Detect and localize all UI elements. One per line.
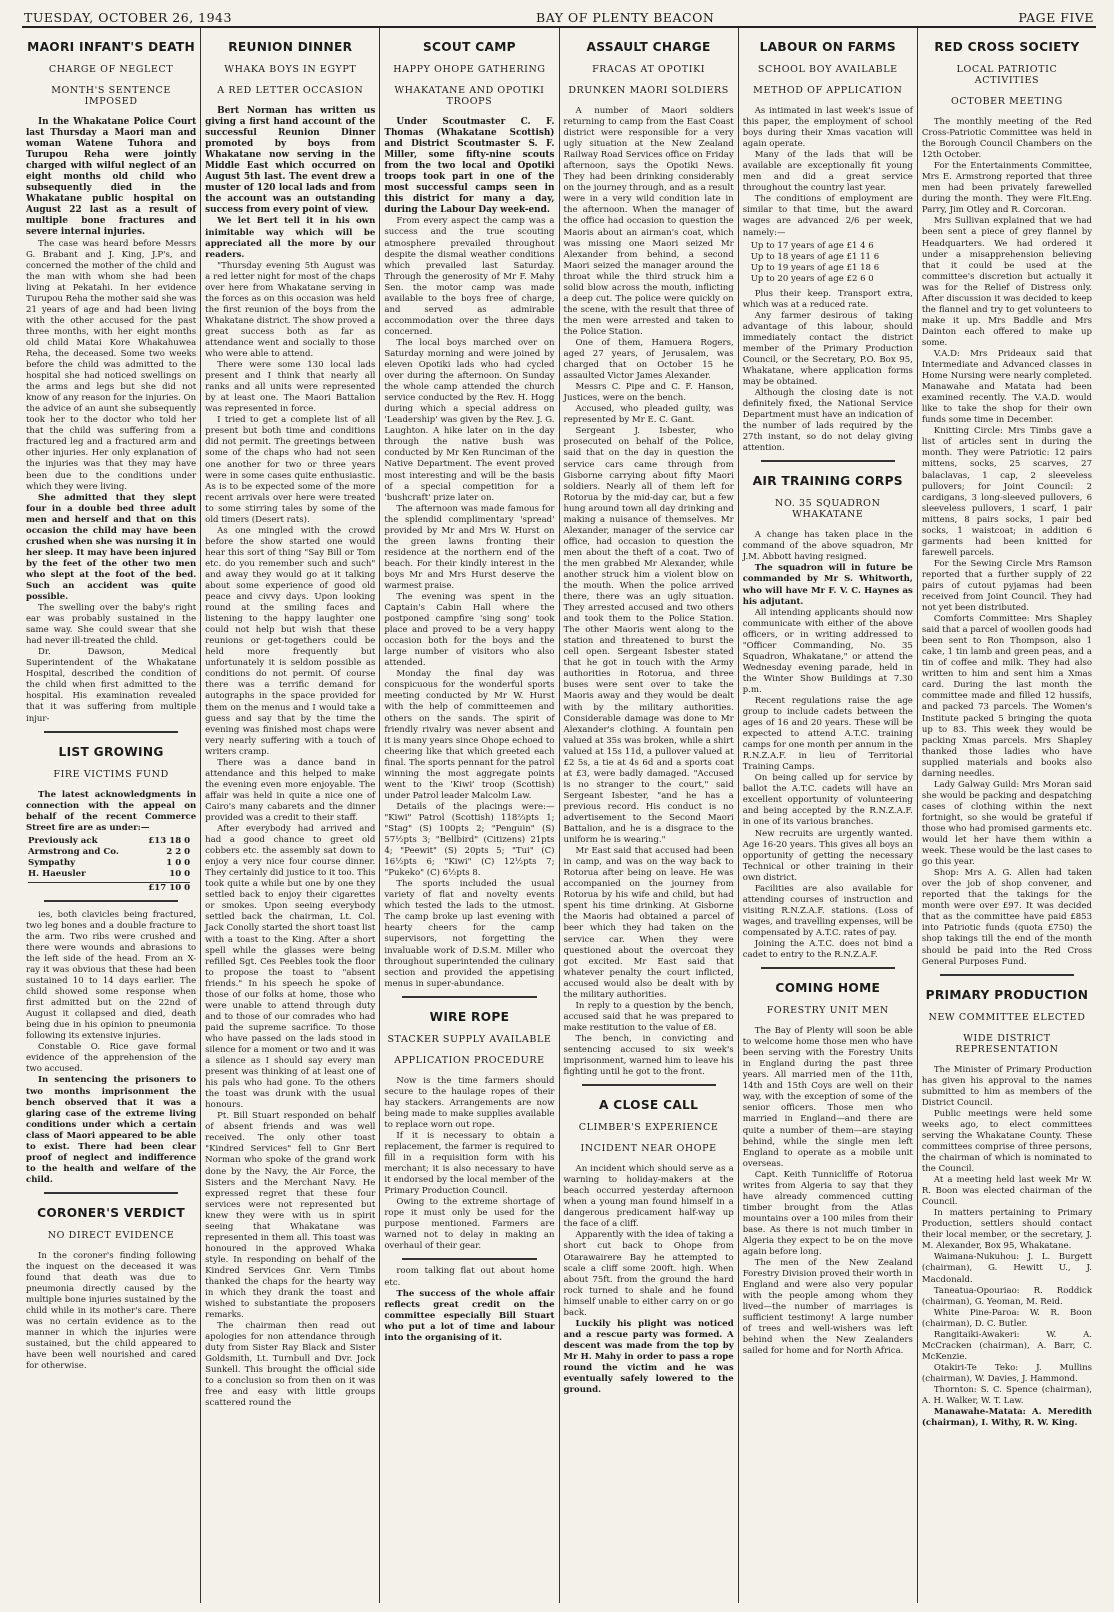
paragraph: One of them, Hamuera Rogers, aged 27 years, of Jerusalem, was charged that on October 15 he assaulted Victor James Alexander.: [563, 337, 734, 382]
subheading: STACKER SUPPLY AVAILABLE: [387, 1033, 552, 1045]
paragraph: As one mingled with the crowd before the show started one would hear this sort of thing "Say Bill or Tom etc. do you remember such and such" and away they would go at it talking about some experience of good old peace and civvy days. Upon looking round at the smiling faces and listening to the happy laughter one could not help but wish that these reunions or get-togethers could be held more frequently but unfortunately it is seldom possible as conditions do not permit. Of course there was a terrific demand for autographs in the space provided for them on the menus and I would take a guess and say that by the time the evening was finished most chaps were very nearly suffering with a touch of writers cramp.: [205, 525, 376, 757]
masthead: [22, 8, 1096, 28]
paragraph: Manawahe-Matata: A. Meredith (chairman), I. Withy, R. W. King.: [921, 1407, 1093, 1429]
subheading: MONTH'S SENTENCE IMPOSED: [51, 85, 171, 107]
divider: [761, 967, 895, 969]
subheading: OCTOBER MEETING: [951, 96, 1063, 107]
article-a-close-call: [564, 1098, 734, 1396]
paragraph: At a meeting held last week Mr W. R. Boon was elected chairman of the Council.: [921, 1175, 1093, 1208]
paragraph: On being called up for service by ballot the A.T.C. cadets will have an excellent opportunity of volunteering and being accepted by the R.N.Z.A.F. in one of its various branches.: [742, 773, 913, 828]
paragraph: For the Entertainments Committee, Mrs E. Armstrong reported that three men had been privately farewelled during the month. They were Flt.Eng. Parry, Jim Otley and R. Corcoran.: [921, 161, 1093, 216]
paragraph: "Thursday evening 5th August was a red letter night for most of the chaps over here from Whakatane serving in the forces as on this occasion was held the first reunion of the boys from the Whakatane district. The show proved a great success both as far as attendance went and socially to those who were able to attend.: [205, 260, 376, 360]
paragraph: New recruits are urgently wanted. Age 16-20 years. This gives all boys an opportunity of getting the necessary Technical or other training in their own district.: [742, 828, 913, 883]
column-3: [380, 28, 559, 1603]
paragraph: After everybody had arrived and had a good chance to greet old cobbers etc. the assembly sat down to enjoy a very nice four course dinner. They certainly did justice to it too. This took quite a while but one by one they settled back to enjoy their cigarettes or smokes. Upon seeing everybody settled back the chairman, Lt. Col. Jack Conolly started the short toast list with a toast to the King. After a short spell while the glasses were being refilled Sgt. Ces Peebles took the floor to propose the toast to "absent friends." In his speech he spoke of those of our folks at home, those who were unable to attend through duty and to those of our comrades who had paid the supreme sacrifice. To those who have passed on the lads stood in silence for a moment or two and it was a silence as I should say every man present was thinking of at least one of his pals who had gone. To the others the toast was drunk with the usual honours.: [205, 824, 376, 1111]
paragraph: ies, both clavicles being fractured, two leg bones and a double fracture to the arm. Two ribs were crushed and there were wounds and abrasions to the left side of the head. From an X-ray it was obvious that these had been sustained 10 to 14 days earlier. The child showed some response when first admitted but on the 22nd of August it collapsed and died, death being due in his opinion to pneumonia following its extensive injuries.: [26, 909, 197, 1042]
subheading: METHOD OF APPLICATION: [753, 85, 903, 96]
article-coroners-verdict: [26, 1206, 196, 1373]
subheading: HAPPY OHOPE GATHERING: [393, 64, 546, 75]
headline: WIRE ROPE: [429, 1009, 510, 1024]
paragraph: Otakiri-Te Teko: J. Mullins (chairman), W. Davies, J. Hammond.: [921, 1362, 1093, 1384]
headline: A CLOSE CALL: [599, 1098, 699, 1113]
paragraph: We let Bert tell it in his own inimitable way which will be appreciated all the more by our readers.: [205, 216, 376, 260]
headline: ASSAULT CHARGE: [586, 40, 711, 54]
column-1: [22, 28, 201, 1603]
article-air-training-corps: [743, 474, 913, 961]
paragraph: Recent regulations raise the age group to include cadets between the ages of 16 and 20 years. These will be expected to attend A.T.C. training camps for one month per annum in the R.N.Z.A.F. in lieu of Territorial Training Camps.: [742, 695, 913, 773]
subheading: FIRE VICTIMS FUND: [53, 768, 169, 780]
wage-row: Up to 19 years of age £1 18 6: [750, 262, 880, 273]
headline: PRIMARY PRODUCTION: [925, 987, 1089, 1002]
page-number: PAGE FIVE: [1018, 10, 1094, 25]
donation-row: H. Haeusler 10 0: [28, 868, 191, 879]
paragraph: Lady Galway Guild: Mrs Moran said she would be packing and despatching cases of clothing within the next fortnight, so she would be grateful if those who had promised garments etc. would let her have them within a week. These would be the last cases to go this year.: [921, 779, 1093, 868]
article-labour-on-farms: [743, 40, 913, 454]
wage-row: Up to 17 years of age £1 4 6: [750, 240, 874, 251]
subheading: WIDE DISTRICT REPRESENTATION: [955, 1032, 1059, 1055]
paragraph: Facilities are also available for attending courses of instruction and visiting R.N.Z.A.F. stations. (Loss of wages, and travelling expenses, will be compensated by A.T.C. rates of pay.: [742, 883, 913, 938]
paragraph: Any farmer desirous of taking advantage of this labour, should immediately contact the district member of the Primary Production Council, or the Secretary, P.O. Box 95, Whakatane, where application forms may be obtained.: [742, 310, 913, 387]
subheading: WHAKATANE AND OPOTIKI TROOPS: [394, 85, 545, 107]
subheading: NO. 35 SQUADRON WHAKATANE: [775, 498, 881, 521]
paragraph: Dr. Dawson, Medical Superintendent of the Whakatane Hospital, described the condition of the child when first admitted to the hospital. His examination revealed that it was suffering from multiple injur-: [26, 647, 197, 724]
subheading: INCIDENT NEAR OHOPE: [580, 1143, 717, 1155]
paragraph: The conditions of employment are similar to that time, but the award wages are advanced 2/6 per week, namely:—: [742, 194, 913, 238]
paragraph: Mrs Sullivan explained that we had been sent a piece of grey flannel by Headquarters. We had ordered it under a misapprehension believing that it could be used at the committee's discretion but actually it was for the Relief of Distress only. After discussion it was decided to keep the flannel and try to get volunteers to make it up. Mrs Baddle and Mrs Dainton each offered to make up some.: [921, 216, 1093, 348]
paragraph: Knitting Circle: Mrs Timbs gave a list of articles sent in during the month. They were Patriotic: 12 pairs mittens, socks, 25 scarves, 27 balaclavas, 1 cap, 2 sleeveless pullovers; for Joint Council: 2 cardigans, 3 long-sleeved pullovers, 6 sleeveless pullovers, 1 scarf, 1 pair mittens, 8 pairs socks, 1 pair bed socks, 1 waistcoat; in addition 6 garments had been knitted for farewell parcels.: [921, 426, 1093, 558]
article-reunion-continued: [384, 1266, 554, 1343]
divider: [402, 996, 536, 998]
donation-total: £17 10 0: [28, 882, 190, 894]
headline: SCOUT CAMP: [422, 40, 516, 54]
paragraph: In matters pertaining to Primary Production, settlers should contact their local member, or the secretary, J. M. Alexander, Box 95, Whakatane.: [921, 1208, 1093, 1252]
paragraph: Many of the lads that will be available are exceptionally fit young men and did a great service throughout the country last year.: [742, 150, 913, 194]
article-list-growing: [26, 745, 196, 894]
paragraph: All intending applicants should now communicate with either of the above officers, or in writing addressed to "Officer Commanding, No. 35 Squadron, Whakatane," or attend the Wednesday evening parade, held in the Winter Show Buildings at 7.30 p.m.: [742, 607, 913, 695]
paragraph: The success of the whole affair reflects great credit on the committee especially Bill Stuart who put a lot of time and labour into the organising of it.: [384, 1288, 555, 1343]
subheading: DRUNKEN MAORI SOLDIERS: [568, 85, 729, 96]
paragraph: The sports included the usual variety of flat and novelty events which tested the lads to the utmost. The camp broke up last evening with hearty cheers for the camp supervisors, not forgetting the invaluable work of D.S.M. Miller who throughout superintended the culinary section and provided the appetising menus in super-abundance.: [384, 879, 555, 989]
paragraph: The Minister of Primary Production has given his approval to the names submitted to him as members of the District Council.: [921, 1064, 1093, 1108]
headline: AIR TRAINING CORPS: [752, 474, 903, 489]
divider: [402, 1258, 536, 1260]
column-4: [560, 28, 739, 1603]
paragraph: The afternoon was made famous for the splendid complimentary 'spread' provided by Mr and Mrs W. Hurst on the green lawns fronting their residence at the northern end of the beach. For their kindly interest in the boys Mr and Mrs Hurst deserve the warmest praise.: [384, 503, 555, 591]
wage-row: Up to 18 years of age £1 11 6: [750, 251, 880, 262]
paragraph: In the Whakatane Police Court last Thursday a Maori man and woman Watene Tuhora and Turupou Reha were jointly charged with wilful neglect of an eight months old child who subsequently died in the Whakatane public hospital on August 22 last as a result of multiple bone fractures and severe internal injuries.: [26, 117, 197, 238]
paragraph: Joining the A.T.C. does not bind a cadet to entry to the R.N.Z.A.F.: [742, 939, 913, 961]
article-primary-production: [922, 988, 1092, 1430]
subheading: FRACAS AT OPOTIKI: [592, 64, 706, 75]
headline: REUNION DINNER: [228, 40, 353, 54]
paragraph: The bench, in convicting and sentencing accused to six week's imprisonment, warned him to leave his fighting until he got to the front.: [563, 1033, 734, 1078]
paragraph: Mr East said that accused had been in camp, and was on the way back to Rotorua after being on leave. He was accompanied on the journey from Rotorua by his wife and child, but had spent his time drinking. At Gisborne the Maoris had obtained a parcel of beer which they had taken on the service car. When they were questioned about the overcoat they got excited. Mr East said that whatever penalty the court inflicted, accused would also be dealt with by the military authorities.: [563, 846, 734, 1000]
paragraph: From every aspect the camp was a success and the true scouting atmosphere prevailed throughout despite the dismal weather conditions which prevailed last Saturday. Through the generosity of Mr F. Mahy Sen. the motor camp was made available to the boys free of charge, and served as admirable accommodation over the three days concerned.: [384, 216, 555, 337]
paragraph: Monday the final day was conspicuous for the wonderful sports meeting conducted by Mr W. Hurst with the help of committeemen and others on the sands. The spirit of friendly rivalry was never absent and it is many years since Ohope echoed to cheering like that which greeted each final. The sports pennant for the patrol winning the most aggregate points went to the 'Kiwi' troop (Scottish) under Patrol leader Malcolm Law.: [384, 669, 555, 801]
subheading: APPLICATION PROCEDURE: [394, 1054, 545, 1066]
paragraph: The chairman then read out apologies for non attendance through duty from Sister Ray Black and Sister Goldsmith, Lt. Turnbull and Dvr. Jock Sunkell. This brought the official side to a conclusion so from then on it was free and easy with little groups scattered round the: [205, 1321, 376, 1409]
paragraph: Sergeant J. Isbester, who prosecuted on behalf of the Police, said that on the day in question the service cars came through from Gisborne carrying about fifty Maori soldiers. Nearly all of them left for Rotorua by the mid-day car, but a few hung around town all day drinking and making a nuisance of themselves. Mr Alexander, manager of the service car office, had occasion to question the men about the theft of a coat. Two of the men grabbed Mr Alexander, while another struck him a violent blow on the mouth. When the police arrived there, there was an ugly situation. They arrested accused and two others and took them to the Police Station. The other Maoris went along to the station and threatened to burst the cell open. Sergeant Isbester stated that he got in touch with the Army authorities in Rotorua, and three buses were sent over to take the Maoris away and they would be dealt with by the military authorities. Considerable damage was done to Mr Alexander's clothing. A fountain pen valued at 35s was broken, while a shirt valued at 15s 11d, a pullover valued at £2 5s, a tie at 4s 6d and a sports coat at £3, were badly damaged. "Accused is no stranger to the court," said Sergeant Isbester, "and he has a previous record. His conduct is no advertisement to the Second Maori Battalion, and he is a disgrace to the uniform he is wearing.": [563, 426, 734, 846]
paragraph: As intimated in last week's issue of this paper, the employment of school boys during their Xmas vacation will again operate.: [742, 106, 913, 150]
newspaper-title: BAY OF PLENTY BEACON: [536, 10, 715, 25]
paragraph: In the coroner's finding following the inquest on the deceased it was found that death was due to pneumonia directly caused by the multiple bone injuries sustained by the child while in its mother's care. There was no certain evidence as to the manner in which the injuries were sustained, but the child appeared to have been well nourished and cared for otherwise.: [26, 1250, 197, 1372]
divider: [582, 1084, 716, 1086]
article-scout-camp: [384, 40, 554, 990]
paragraph: Pt. Bill Stuart responded on behalf of absent friends and was well received. The only other toast "Kindred Services" fell to Gnr Bert Norman who spoke of the grand work done by the Navy, the Air Force, the Sisters and the Merchant Navy. He expressed regret that these four services were not represented but knew they were with us in spirit seeing that Whakatane was represented in them all. This toast was honoured in the approved Whaka style. In responding on behalf of the Kindred Services Gnr. Vern Timbs thanked the chaps for the hearty way in which they drank the toast and wished to substantiate the proposers remarks.: [205, 1111, 376, 1321]
subheading: NO DIRECT EVIDENCE: [47, 1229, 175, 1241]
paragraph: There were some 130 local lads present and I think that nearly all ranks and all units were represented by at least one. The Maori Battalion was represented in force.: [205, 360, 376, 415]
article-continuation: [26, 910, 196, 1186]
paragraph: The latest acknowledgments in connection with the appeal on behalf of the recent Commerce Street fire are as under:—: [26, 789, 197, 833]
paragraph: Shop: Mrs A. G. Allen had taken over the job of shop convener, and reported that the takings for the month were over £97. It was decided that as the committee have paid £853 into Patriotic funds (quota £750) the shop takings till the end of the month should be paid into the Red Cross General Purposes Fund.: [921, 868, 1093, 967]
paragraph: An incident which should serve as a warning to holiday-makers at the beach occurred yesterday afternoon when a young man found himself in a dangerous predicament half-way up the face of a cliff.: [563, 1164, 734, 1230]
column-2: [201, 28, 380, 1603]
paragraph: Plus their keep. Transport extra, which was at a reduced rate.: [742, 288, 913, 310]
divider: [44, 731, 178, 733]
subheading: CHARGE OF NEGLECT: [48, 64, 174, 75]
headline: LIST GROWING: [58, 744, 164, 759]
subheading: SCHOOL BOY AVAILABLE: [757, 64, 898, 75]
paragraph: Bert Norman has written us giving a first hand account of the successful Reunion Dinner promoted by boys from Whakatane now serving in the Middle East which occurred on August 5th last. The event drew a muster of 120 local lads and from the account was an outstanding success from every point of view.: [205, 106, 376, 216]
divider: [940, 974, 1074, 976]
subheading: NEW COMMITTEE ELECTED: [928, 1011, 1086, 1023]
paragraph: Owing to the extreme shortage of rope it must only be used for the purpose mentioned. Farmers are warned not to delay in making an overhaul of their gear.: [384, 1197, 555, 1252]
paragraph: There was a dance band in attendance and this helped to make the evening even more enjoyable. The affair was held in quite a nice one of Cairo's many cabarets and the dinner provided was a credit to their staff.: [205, 757, 376, 823]
paragraph: The men of the New Zealand Forestry Division proved their worth in England and were also very popular with the people among whom they lived—the number of marriages is sufficient testimony! A large number of trees and well-wishers was left behind when the New Zealanders sailed for home and for North Africa.: [742, 1258, 913, 1357]
wage-list: [751, 241, 913, 285]
divider: [44, 900, 178, 902]
paragraph: In reply to a question by the bench, accused said that he was prepared to make restitution to the value of £8.: [563, 1000, 734, 1033]
paragraph: The evening was spent in the Captain's Cabin Hall where the postponed campfire 'sing song' took place and proved to be a very happy occasion both for the boys and the large number of visitors who also attended.: [384, 592, 555, 669]
paragraph: For the Sewing Circle Mrs Ramson reported that a further supply of 22 pairs of cutout pyjamas had been received from Joint Council. They had not yet been distributed.: [921, 558, 1093, 614]
paragraph: The case was heard before Messrs G. Brabant and J. King, J.P's, and concerned the mother of the child and the man with whom she had been living at Pekatahi. In her evidence Turupou Reha the mother said she was 21 years of age and had been living with the other accused for the past three months, with her eight months old child Matai Kore Whakahuwea Reha, the deceased. Some two weeks before the child was admitted to the hospital she had noticed swellings on the arms and legs but she did not know of any reason for the injuries. On the advice of an aunt she subsequently took her to the doctor who told her that the child was suffering from a fractured leg and a fractured arm and other injuries. Her only explanation of the injuries was that they may have been due to the conditions under which they were living.: [26, 238, 197, 492]
paragraph: Public meetings were held some weeks ago, to elect committees serving the Whakatane County. These committees comprise of three persons, the chairman of which is nominated to the Council.: [921, 1108, 1093, 1175]
headline: RED CROSS SOCIETY: [934, 40, 1080, 54]
article-reunion-dinner: [205, 40, 375, 1410]
paragraph: Messrs C. Pipe and C. F. Hanson, Justices, were on the bench.: [563, 382, 734, 404]
paragraph: Waimana-Nukuhou: J. L. Burgett (chairman), G. Hewitt U., J. Macdonald.: [921, 1252, 1093, 1285]
paragraph: Rangitaiki-Awakeri: W. A. McCracken (chairman), A. Barr, C. McKenzie.: [921, 1329, 1093, 1362]
column-container: [22, 28, 1096, 1603]
paragraph: Capt. Keith Tunnicliffe of Rotorua writes from Algeria to say that they have already commenced cutting timber brought from the Atlas mountains over a 100 miles from their base. As there is not much timber in Algeria they expect to be on the move again before long.: [742, 1169, 913, 1258]
subheading: WHAKA BOYS IN EGYPT: [224, 64, 357, 75]
issue-date: TUESDAY, OCTOBER 26, 1943: [24, 10, 232, 25]
paragraph: The swelling over the baby's right ear was probably sustained in the same way. She could swear that she had never ill-treated the child.: [26, 603, 197, 647]
paragraph: The local boys marched over on Saturday morning and were joined by eleven Opotiki lads who had cycled over during the afternoon. On Sunday the whole camp attended the church service conducted by the Rev. H. Hogg during which a special address on 'Leadership' was given by the Rev. J. G. Laughton. A hike later on in the day through the native bush was conducted by Mr Ken Runciman of the Native Department. The event proved most interesting and will be the basis of a special competition for a 'bushcraft' prize later on.: [384, 337, 555, 503]
paragraph: The monthly meeting of the Red Cross-Patriotic Committee was held in the Borough Council Chambers on the 12th October.: [921, 117, 1093, 161]
wage-row: Up to 20 years of age £2 6 0: [750, 273, 874, 284]
article-red-cross-society: [922, 40, 1092, 968]
paragraph: Comforts Committee: Mrs Shapley said that a parcel of woollen goods had been sent to Ron Thompson, also 1 cake, 1 tin lamb and green peas, and a tin of coffee and milk. They had also written to him and sent him a Xmas card. During the last month the committee made and filled 12 hussifs, and packed 73 parcels. The Women's Institute packed 5 bringing the quota up to 83. This week they would be packing Xmas parcels. Mrs Shapley thanked those ladies who have supplied materials and books also darning needles.: [921, 614, 1093, 779]
paragraph: room talking flat out about home etc.: [384, 1266, 555, 1288]
paragraph: Constable O. Rice gave formal evidence of the apprehension of the two accused.: [26, 1042, 197, 1075]
paragraph: A change has taken place in the command of the above squadron, Mr J.M. Abbott having resigned.: [742, 530, 913, 563]
headline: COMING HOME: [775, 981, 881, 996]
headline: MAORI INFANT'S DEATH: [27, 40, 196, 54]
paragraph: Details of the placings were:— "Kiwi" Patrol (Scottish) 118⅔pts 1; "Stag" (S) 100pts 2; "Penguin" (S) 57½pts 3; "Bellbird" (Citizens) 21pts 4; "Peewit" (S) 20pts 5; "Tui" (C) 16½pts 6; "Kiwi" (C) 12½pts 7; "Pukeko" (C) 6½pts 8.: [384, 801, 555, 879]
column-5: [739, 28, 918, 1603]
headline: LABOUR ON FARMS: [759, 40, 896, 54]
paragraph: V.A.D: Mrs Prideaux said that Intermediate and Advanced classes in Home Nursing were nearly completed. Manawahe and Matata had been examined recently. The V.A.D. would like to take the shop for their own funds some time in December.: [921, 348, 1093, 426]
subheading: LOCAL PATRIOTIC ACTIVITIES: [956, 64, 1058, 86]
paragraph: White Pine-Paroa: W. R. Boon (chairman), D. C. Butler.: [921, 1307, 1093, 1329]
paragraph: Luckily his plight was noticed and a rescue party was formed. A descent was made from the top by Mr H. Mahy in order to pass a rope round the victim and he was eventually safely lowered to the ground.: [563, 1318, 734, 1396]
donation-list: [28, 836, 190, 894]
donation-row: Sympathy 1 0 0: [28, 857, 191, 868]
column-6: [918, 28, 1096, 1603]
paragraph: Thornton: S. C. Spence (chairman), A. H. Walker, W. T. Law.: [921, 1384, 1093, 1407]
paragraph: Apparently with the idea of taking a short cut back to Ohope from Otarawairere Bay he attempted to scale a cliff some 200ft. high. When about 75ft. from the ground the hard rock turned to shale and he found himself unable to either carry on or go back.: [563, 1230, 734, 1318]
paragraph: Now is the time farmers should secure to the haulage ropes of their hay stackers. Arrangements are now being made to make supplies available to replace worn out rope.: [384, 1075, 555, 1130]
headline: CORONER'S VERDICT: [37, 1205, 186, 1220]
divider: [44, 1192, 178, 1194]
article-maori-infants-death: [26, 40, 196, 725]
paragraph: A number of Maori soldiers returning to camp from the East Coast district were responsible for a very ugly situation at the New Zealand Railway Road Services office on Friday afternoon, says the Opotiki News. They had been drinking considerably on the journey through, and as a result were in a very wild condition late in the afternoon. When the manager of the office had occasion to question the Maoris about an airman's coat, which was missing one Maori seized Mr Alexander from behind, a second Maori seized the manager around the throat while the third struck him a solid blow across the mouth, inflicting a deep cut. The police were quickly on the scene, with the result that three of the men were arrested and taken to the Police Station.: [563, 106, 734, 337]
paragraph: Although the closing date is not definitely fixed, the National Service Department must have an indication of the number of lads required by the 27th instant, so do not delay giving attention.: [742, 387, 913, 454]
paragraph: If it is necessary to obtain a replacement, the farmer is required to fill in a requisition form with his merchant; it is also necessary to have it endorsed by the local member of the Primary Production Council.: [384, 1130, 555, 1197]
article-coming-home: [743, 981, 913, 1357]
article-assault-charge: [564, 40, 734, 1078]
subheading: CLIMBER'S EXPERIENCE: [578, 1122, 719, 1134]
paragraph: The squadron will in future be commanded by Mr S. Whitworth, who will have Mr F. V. C. Haynes as his adjutant.: [742, 563, 913, 607]
paragraph: I tried to get a complete list of all present but both time and conditions did not permit. The greetings between some of the chaps who had not seen one another for two or three years were in some cases quite enthusiastic. As is to be expected some of the more recent arrivals over here were treated to some stirring tales by some of the old timers (Desert rats).: [205, 415, 376, 525]
paragraph: Under Scoutmaster C. F. Thomas (Whakatane Scottish) and District Scoutmaster S. F. Miller, some fifty-nine scouts from the two local and Opotiki troops took part in one of the most successful camps seen in this district for many a day, during the Labour Day week-end.: [384, 117, 555, 216]
paragraph: Taneatua-Opouriao: R. Roddick (chairman), G. Yeoman, M. Reid.: [921, 1285, 1093, 1307]
divider: [761, 460, 895, 462]
subheading: A RED LETTER OCCASION: [217, 85, 364, 96]
article-wire-rope: [384, 1010, 554, 1253]
donation-row: Armstrong and Co. 2 2 0: [28, 846, 191, 857]
paragraph: Accused, who pleaded guilty, was represented by Mr E. C. Gant.: [563, 404, 734, 426]
subheading: FORESTRY UNIT MEN: [766, 1005, 889, 1017]
paragraph: She admitted that they slept four in a double bed three adult men and herself and that on this occasion the child may have been crushed when she was nursing it in her sleep. It may have been injured by the feet of the other two men who slept at the foot of the bed. Such an accident was quite possible.: [26, 492, 197, 603]
paragraph: The Bay of Plenty will soon be able to welcome home those men who have been serving with the Forestry Units in England during the past three years. All married men of the 11th, 14th and 15th Coys are well on their way, with the exception of some of the senior officers. Those men who married in England—and there are quite a number of them—are staying behind, while the single men left England to operate as a mobile unit overseas.: [742, 1026, 913, 1169]
paragraph: In sentencing the prisoners to two months imprisonment the bench observed that it was a glaring case of the extreme living conditions under which a certain class of Maori appeared to be able to exist. There had been clear proof of neglect and indifference to the health and welfare of the child.: [26, 1075, 197, 1185]
donation-row: Previously ack £13 18 0: [28, 835, 191, 846]
